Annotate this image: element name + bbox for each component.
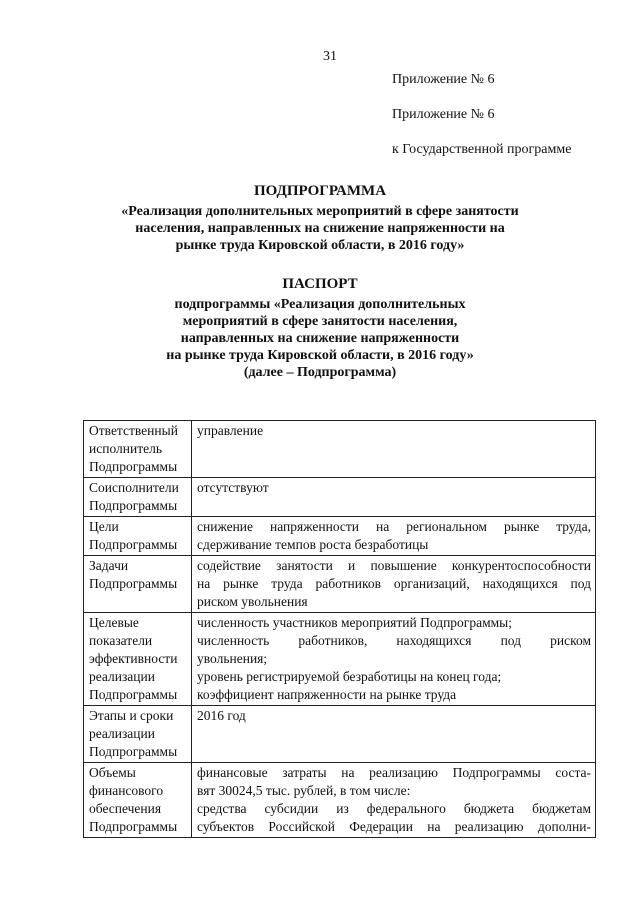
value-line: управление bbox=[197, 423, 264, 438]
value-line: финансовые затраты на реализацию Подпрограммы соста- bbox=[197, 765, 591, 780]
passport-title-line: подпрограммы «Реализация дополнительных bbox=[174, 297, 466, 312]
value-line: снижение напряженности на региональном рынке труда, bbox=[197, 519, 591, 534]
subprogram-title-line: населения, направленных на снижение напряженности на bbox=[135, 221, 505, 236]
page-number: 31 bbox=[323, 49, 337, 64]
label-line: реализации bbox=[89, 669, 155, 684]
label-line: Ответственный bbox=[89, 423, 178, 438]
row-label bbox=[84, 517, 192, 556]
value-line: риском увольнения bbox=[197, 594, 308, 609]
label-line: Объемы bbox=[89, 765, 136, 780]
label-line: Целевые bbox=[89, 615, 139, 630]
value-line: коэффициент напряженности на рынке труда bbox=[197, 687, 457, 702]
value-line: отсутствуют bbox=[197, 480, 269, 495]
row-label bbox=[84, 706, 192, 763]
label-line: Подпрограммы bbox=[89, 744, 178, 759]
table-row-co-executors bbox=[84, 478, 596, 517]
appendix-line-3: к Государственной программе bbox=[392, 142, 572, 157]
label-line: Подпрограммы bbox=[89, 459, 178, 474]
passport-title-line: (далее – Подпрограмма) bbox=[243, 365, 397, 380]
passport-heading: ПАСПОРТ bbox=[282, 276, 358, 292]
passport-title-line: направленных на снижение напряженности bbox=[180, 331, 460, 346]
appendix-line-1: Приложение № 6 bbox=[392, 72, 495, 87]
label-line: Цели bbox=[89, 519, 119, 534]
label-line: показатели bbox=[89, 633, 153, 648]
value-line: средства субсидии из федерального бюджета бюджетам bbox=[197, 801, 591, 816]
value-line: 2016 год bbox=[197, 708, 246, 723]
row-label bbox=[84, 421, 192, 478]
subprogram-title-line: рынке труда Кировской области, в 2016 году» bbox=[175, 238, 465, 253]
label-line: Подпрограммы bbox=[89, 819, 178, 834]
subprogram-heading: ПОДПРОГРАММА bbox=[253, 183, 387, 199]
row-label bbox=[84, 556, 192, 613]
row-value bbox=[192, 706, 596, 763]
label-line: Задачи bbox=[89, 558, 129, 573]
table-row-responsible bbox=[84, 421, 596, 478]
row-value bbox=[192, 556, 596, 613]
label-line: исполнитель bbox=[89, 441, 162, 456]
label-line: Соисполнители bbox=[89, 480, 179, 495]
label-line: реализации bbox=[89, 726, 155, 741]
label-line: финансового bbox=[89, 783, 164, 798]
label-line: Этапы и сроки bbox=[89, 708, 174, 723]
table-row-indicators bbox=[84, 613, 596, 706]
value-line: сдерживание темпов роста безработицы bbox=[197, 537, 429, 552]
label-line: эффективности bbox=[89, 651, 178, 666]
value-line: численность работников, находящихся под риском bbox=[197, 633, 591, 648]
label-line: Подпрограммы bbox=[89, 537, 178, 552]
row-value bbox=[192, 478, 596, 517]
value-line: вят 30024,5 тыс. рублей, в том числе: bbox=[197, 783, 411, 798]
label-line: Подпрограммы bbox=[89, 576, 178, 591]
label-line: обеспечения bbox=[89, 801, 162, 816]
passport-title-block bbox=[0, 276, 640, 381]
value-line: содействие занятости и повышение конкурентоспособности bbox=[197, 558, 591, 573]
table-row-funding bbox=[84, 763, 596, 838]
table-row-tasks bbox=[84, 556, 596, 613]
row-value bbox=[192, 517, 596, 556]
value-line: уровень регистрируемой безработицы на конец года; bbox=[197, 669, 502, 684]
row-value bbox=[192, 613, 596, 706]
value-line: увольнения; bbox=[197, 651, 268, 666]
appendix-line-2: Приложение № 6 bbox=[392, 107, 495, 122]
value-line: на рынке труда работников организаций, находящихся под bbox=[197, 576, 591, 591]
row-label bbox=[84, 478, 192, 517]
passport-title-line: мероприятий в сфере занятости населения, bbox=[182, 314, 458, 329]
passport-table bbox=[83, 420, 596, 838]
table-row-stages bbox=[84, 706, 596, 763]
row-label bbox=[84, 763, 192, 838]
row-value bbox=[192, 421, 596, 478]
passport-title-line: на рынке труда Кировской области, в 2016 году» bbox=[166, 348, 474, 363]
label-line: Подпрограммы bbox=[89, 687, 178, 702]
row-label bbox=[84, 613, 192, 706]
row-value bbox=[192, 763, 596, 838]
table-row-goals bbox=[84, 517, 596, 556]
subprogram-title-line: «Реализация дополнительных мероприятий в сфере занятости bbox=[121, 204, 519, 219]
label-line: Подпрограммы bbox=[89, 498, 178, 513]
value-line: численность участников мероприятий Подпрограммы; bbox=[197, 615, 512, 630]
value-line: субъектов Российской Федерации на реализацию дополни- bbox=[197, 819, 591, 834]
subprogram-title-block bbox=[0, 183, 640, 254]
